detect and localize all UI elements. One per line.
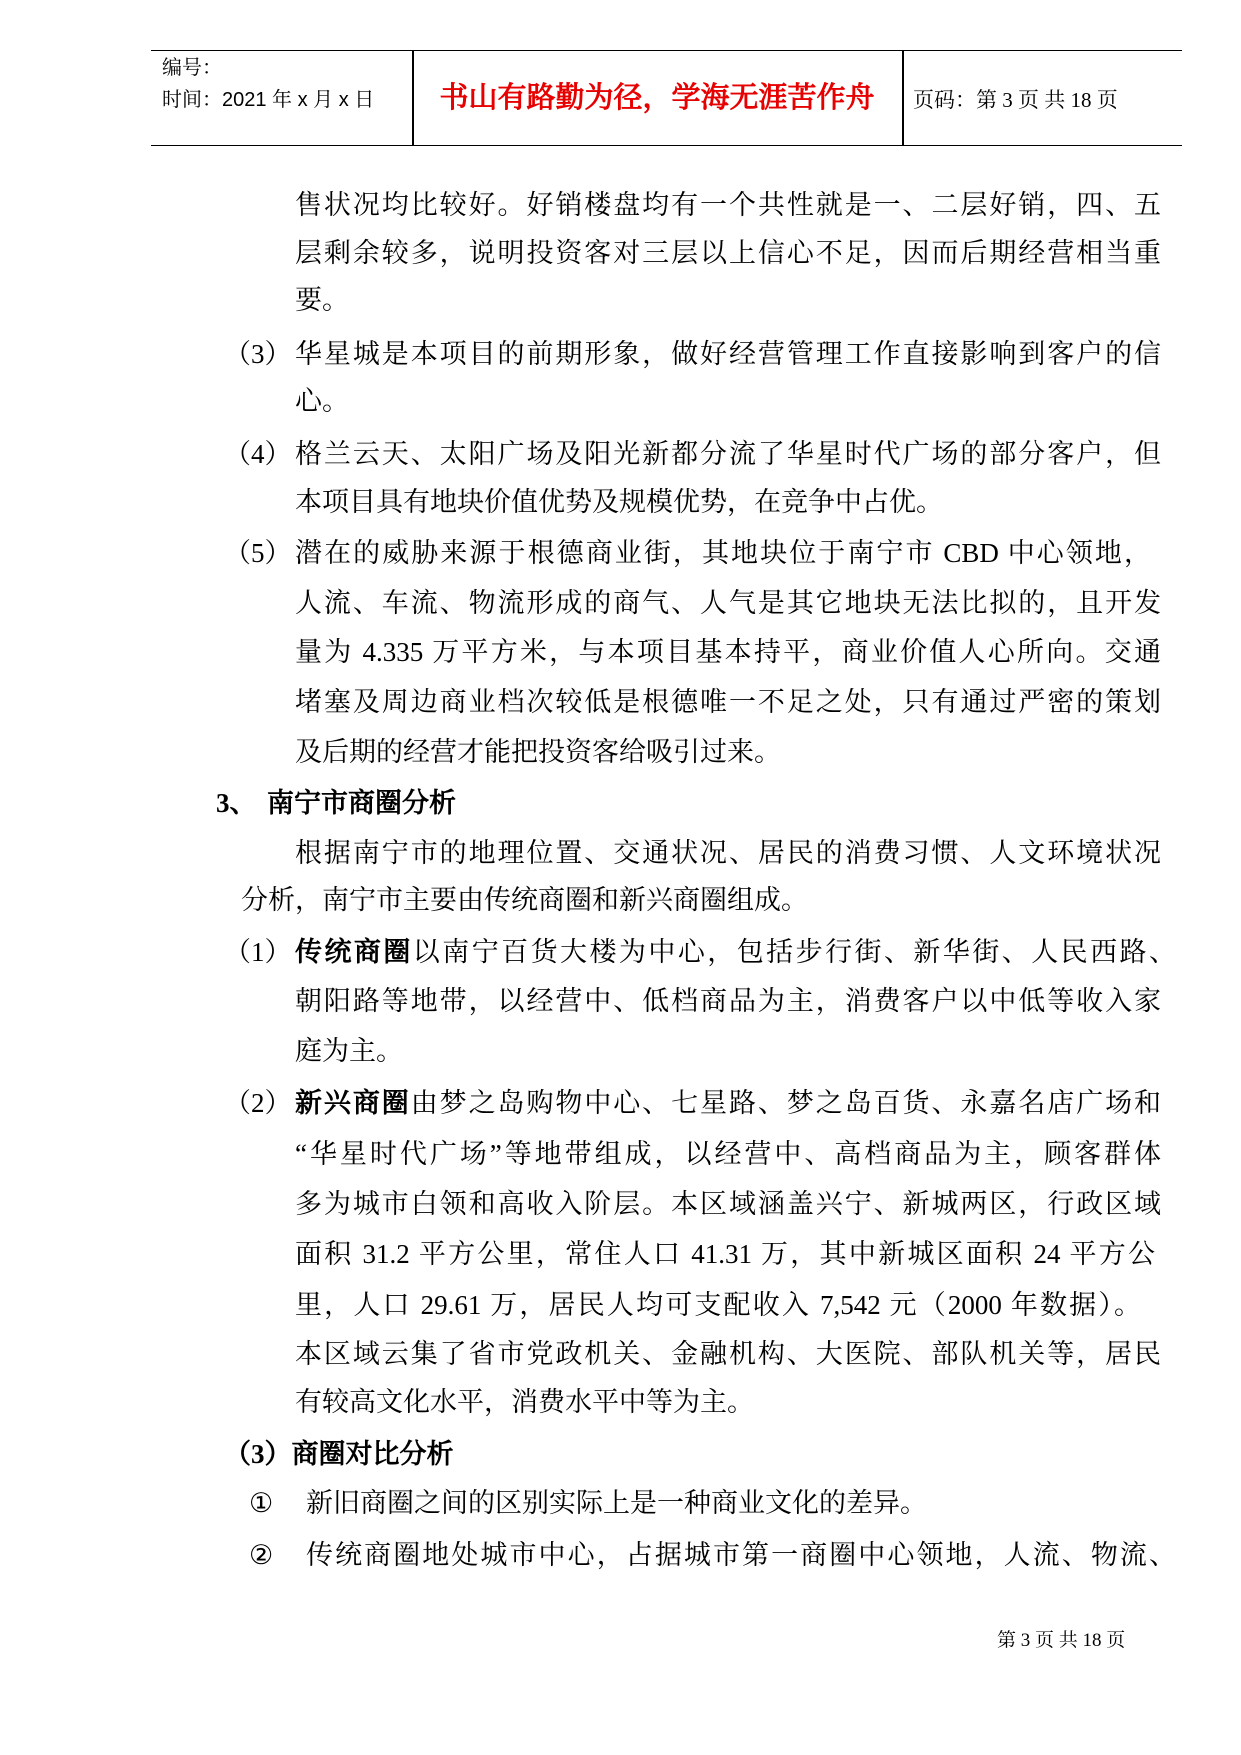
body-line: 新旧商圈之间的区别实际上是一种商业文化的差异。 [306,1488,927,1518]
body-line: 人流、车流、物流形成的商气、人气是其它地块无法比拟的，且开发 [295,588,1161,618]
page-indicator: 页码：第 3 页 共 18 页 [913,88,1118,112]
header-divider-right [902,51,904,145]
body-line: 心。 [295,386,349,416]
body-line: 根据南宁市的地理位置、交通状况、居民的消费习惯、人文环境状况 [295,838,1161,868]
body-line: 里，人口 29.61 万，居民人均可支配收入 7,542 元（2000 年数据）。 [295,1290,1141,1320]
section-number: 3、 [216,788,257,818]
body-line: 庭为主。 [295,1036,403,1066]
point-number: （3） [224,339,292,369]
area-term: 新兴商圈 [295,1088,411,1118]
body-line [295,1083,1161,1123]
document-number-label: 编号： [162,57,222,79]
page-footer: 第 3 页 共 18 页 [997,1630,1126,1651]
circled-number: ① [249,1488,274,1518]
subsection-heading: （3）商圈对比分析 [224,1439,454,1469]
body-line: 传统商圈地处城市中心，占据城市第一商圈中心领地，人流、物流、 [306,1540,1176,1570]
circled-number: ② [249,1540,274,1570]
area-number: （2） [224,1088,292,1118]
body-line: 本区域云集了省市党政机关、金融机构、大医院、部队机关等，居民 [295,1339,1161,1369]
body-text: 以南宁百货大楼为中心，包括步行街、新华街、人民西路、 [412,937,1177,967]
body-line: 层剩余较多，说明投资客对三层以上信心不足，因而后期经营相当重 [295,238,1161,268]
body-line: 及后期的经营才能把投资客给吸引过来。 [295,737,781,767]
body-line: 面积 31.2 平方公里，常住人口 41.31 万，其中新城区面积 24 平方公 [295,1239,1155,1269]
point-number: （5） [224,538,292,568]
body-line: 要。 [295,285,349,315]
document-date: 时间：2021 年 x 月 x 日 [162,89,375,111]
body-line: 堵塞及周边商业档次较低是根德唯一不足之处，只有通过严密的策划 [295,687,1161,717]
motto: 书山有路勤为径，学海无涯苦作舟 [439,82,875,114]
body-text: 由梦之岛购物中心、七星路、梦之岛百货、永嘉名店广场和 [410,1088,1162,1118]
body-line [295,932,1176,972]
point-number: （4） [224,439,292,469]
body-line: 多为城市白领和高收入阶层。本区域涵盖兴宁、新城两区，行政区域 [295,1189,1161,1219]
document-header [151,50,1182,146]
body-line: 量为 4.335 万平方米，与本项目基本持平，商业价值人心所向。交通 [295,637,1161,667]
body-line: 华星城是本项目的前期形象，做好经营管理工作直接影响到客户的信 [295,339,1161,369]
body-line: 售状况均比较好。好销楼盘均有一个共性就是一、二层好销，四、五 [295,190,1161,220]
body-line: 朝阳路等地带，以经营中、低档商品为主，消费客户以中低等收入家 [295,986,1161,1016]
body-line: 本项目具有地块价值优势及规模优势，在竞争中占优。 [295,487,943,517]
body-line: 格兰云天、太阳广场及阳光新都分流了华星时代广场的部分客户，但 [295,439,1161,469]
body-line: 潜在的威胁来源于根德商业街，其地块位于南宁市 CBD 中心领地， [295,538,1151,568]
area-number: （1） [224,937,292,967]
body-line: 有较高文化水平，消费水平中等为主。 [295,1387,754,1417]
body-line: 分析，南宁市主要由传统商圈和新兴商圈组成。 [241,885,808,915]
section-title: 南宁市商圈分析 [267,788,456,818]
area-term: 传统商圈 [295,937,413,967]
body-line: “华星时代广场”等地带组成，以经营中、高档商品为主，顾客群体 [295,1139,1161,1169]
